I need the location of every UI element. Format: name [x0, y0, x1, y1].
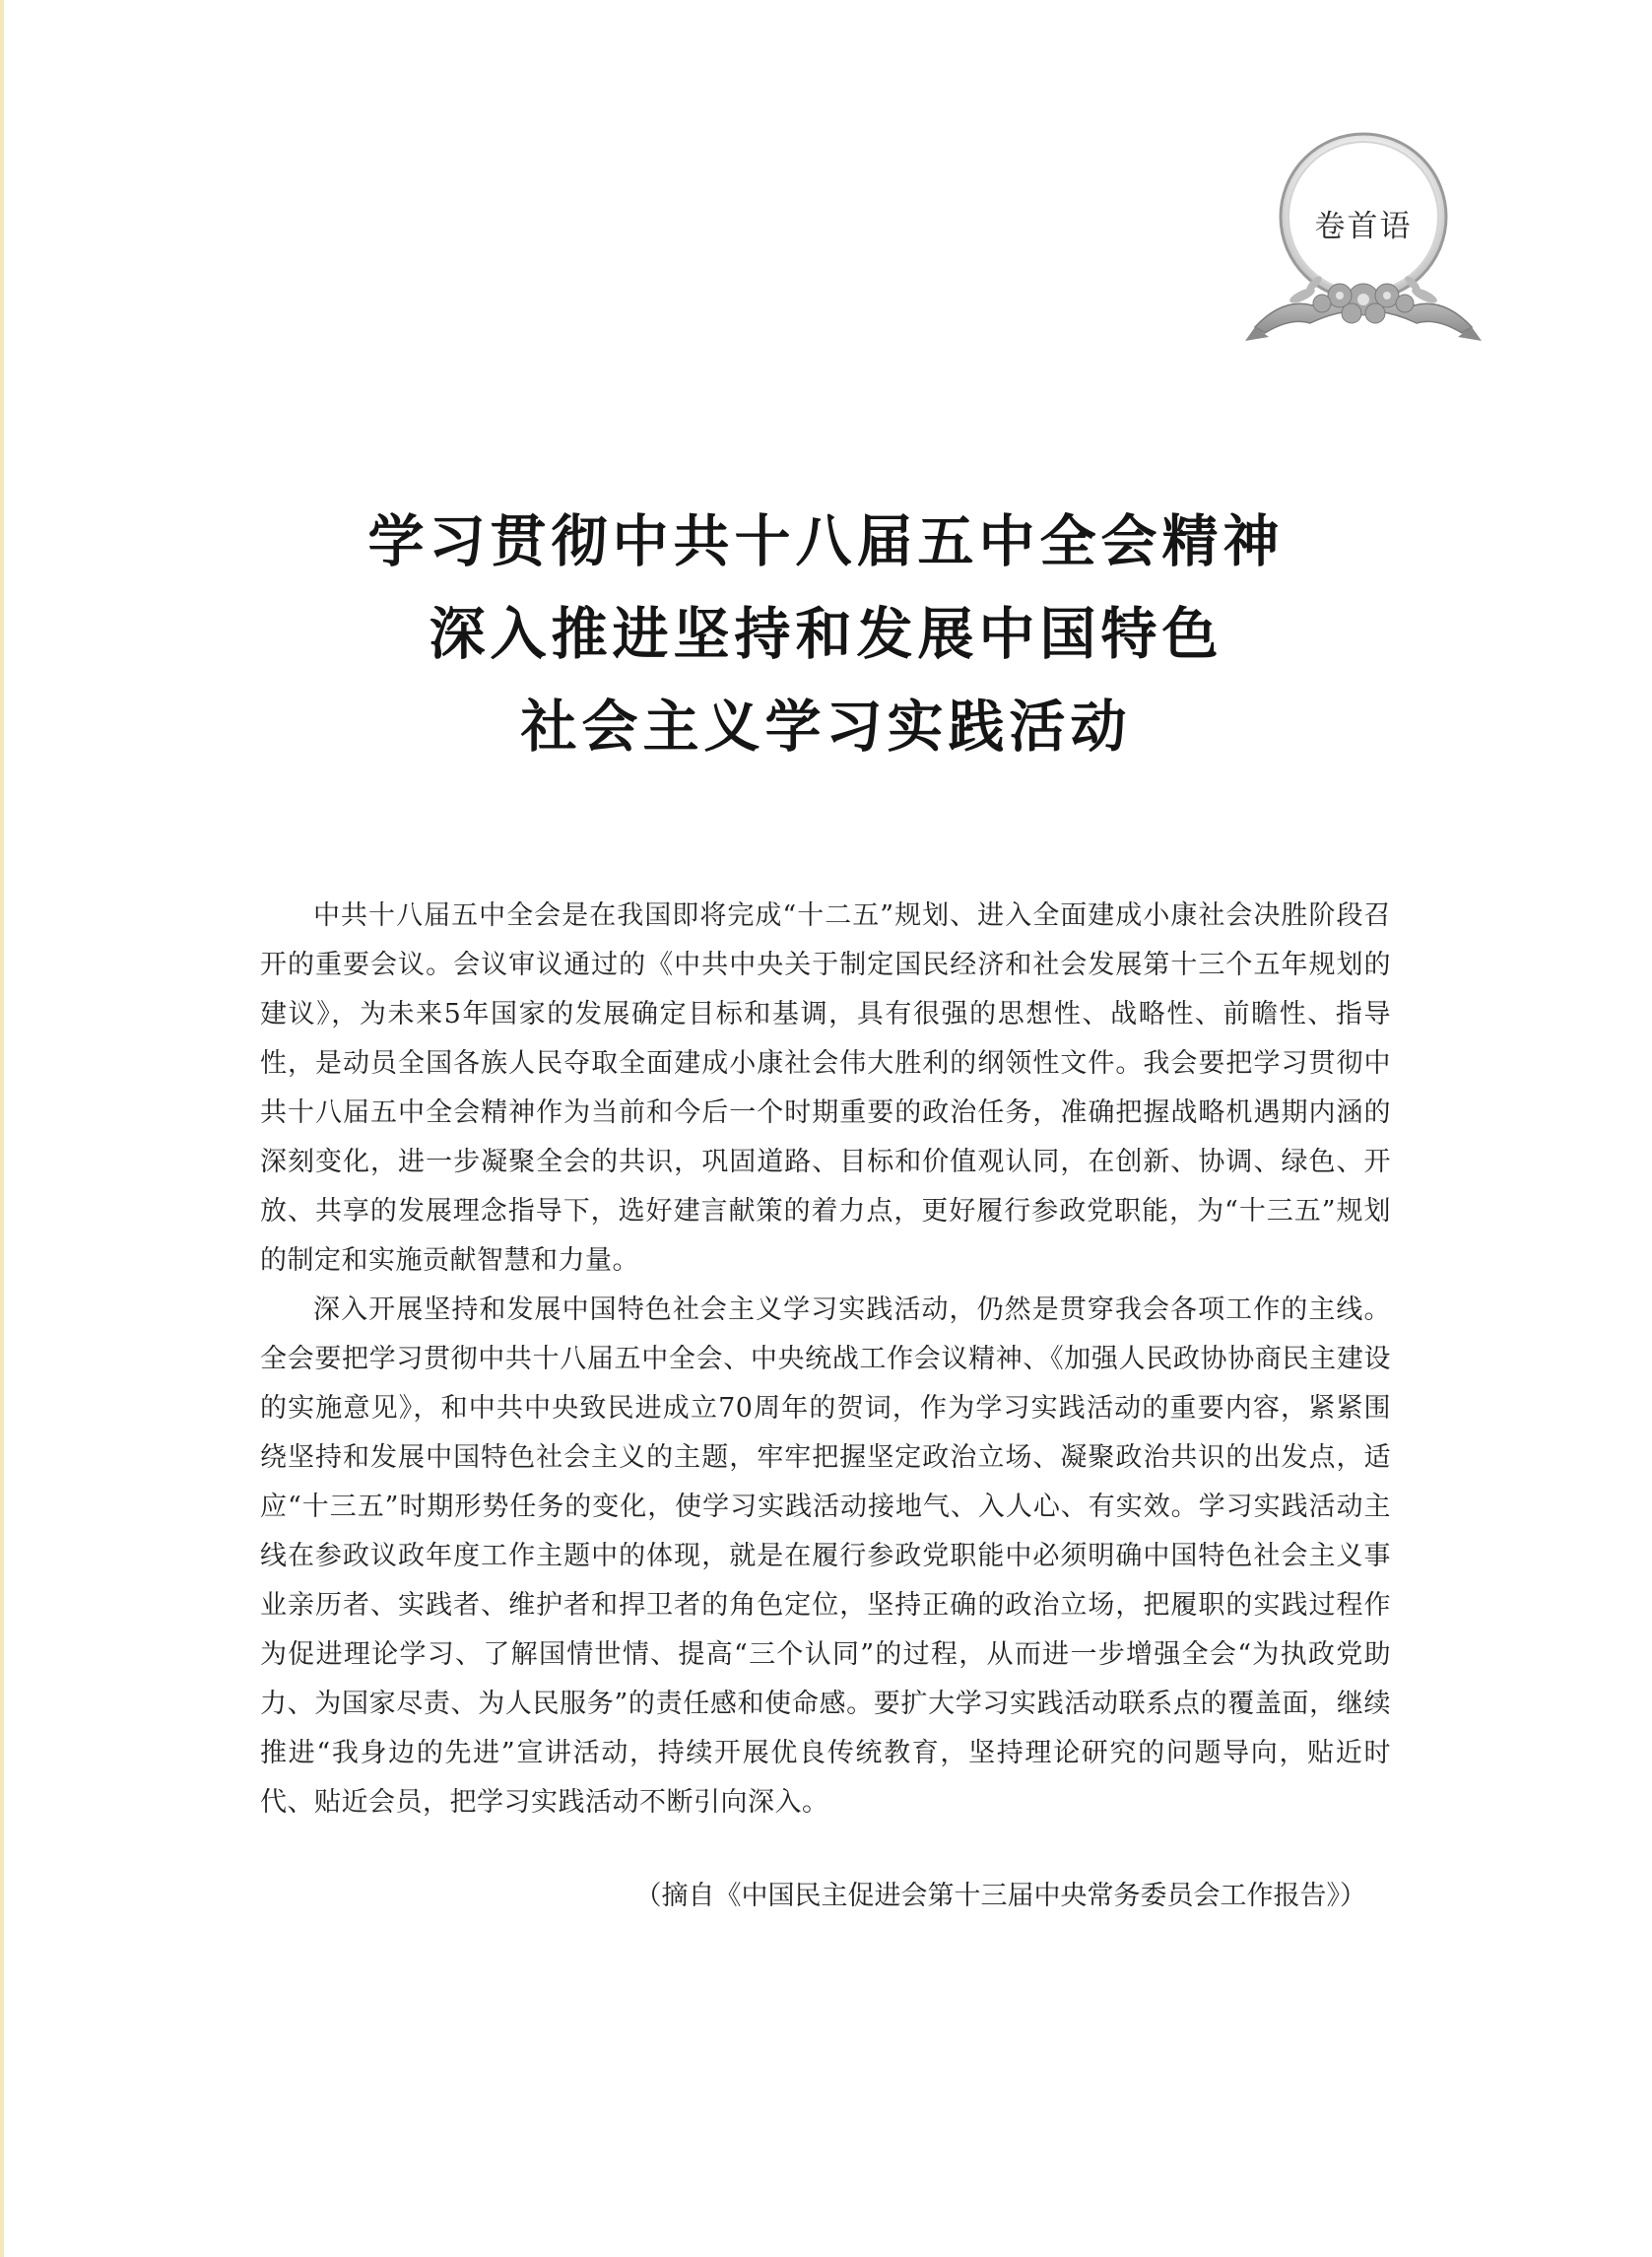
article-body — [260, 892, 1391, 1827]
title-line-3: 社会主义学习实践活动 — [520, 695, 1132, 760]
source-citation: （摘自《中国民主促进会第十三届中央常务委员会工作报告》） — [634, 1881, 1366, 1911]
article-title — [148, 496, 1504, 773]
paragraph-1: 中共十八届五中全会是在我国即将完成“十二五”规划、进入全面建成小康社会决胜阶段召开的重要会议。会议审议通过的《中共中央关于制定国民经济和社会发展第十三个五年规划的建议》，为未来5年国家的发展确定目标和基调，具有很强的思想性、战略性、前瞻性、指导性，是动员全国各族人民夺取全面建成小康社会伟大胜利的纲领性文件。我会要把学习贯彻中共十八届五中全会精神作为当前和今后一个时期重要的政治任务，准确把握战略机遇期内涵的深刻变化，进一步凝聚全会的共识，巩固道路、目标和价值观认同，在创新、协调、绿色、开放、共享的发展理念指导下，选好建言献策的着力点，更好履行参政党职能，为“十三五”规划的制定和实施贡献智慧和力量。 — [260, 900, 1391, 1276]
section-label: 卷首语 — [1314, 209, 1413, 244]
paragraph-2: 深入开展坚持和发展中国特色社会主义学习实践活动，仍然是贯穿我会各项工作的主线。全会要把学习贯彻中共十八届五中全会、中央统战工作会议精神、《加强人民政协协商民主建设的实施意见》，和中共中央致民进成立70周年的贺词，作为学习实践活动的重要内容，紧紧围绕坚持和发展中国特色社会主义的主题，牢牢把握坚定政治立场、凝聚政治共识的出发点，适应“十三五”时期形势任务的变化，使学习实践活动接地气、入人心、有实效。学习实践活动主线在参政议政年度工作主题中的体现，就是在履行参政党职能中必须明确中国特色社会主义事业亲历者、实践者、维护者和捍卫者的角色定位，坚持正确的政治立场，把履职的实践过程作为促进理论学习、了解国情世情、提高“三个认同”的过程，从而进一步增强全会“为执政党助力、为国家尽责、为人民服务”的责任感和使命感。要扩大学习实践活动联系点的覆盖面，继续推进“我身边的先进”宣讲活动，持续开展优良传统教育，坚持理论研究的问题导向，贴近时代、贴近会员，把学习实践活动不断引向深入。 — [260, 1294, 1391, 1818]
title-line-2: 深入推进坚持和发展中国特色 — [429, 602, 1223, 667]
page-edge — [0, 0, 4, 2257]
section-badge — [1243, 130, 1484, 359]
title-line-1: 学习贯彻中共十八届五中全会精神 — [367, 509, 1285, 574]
